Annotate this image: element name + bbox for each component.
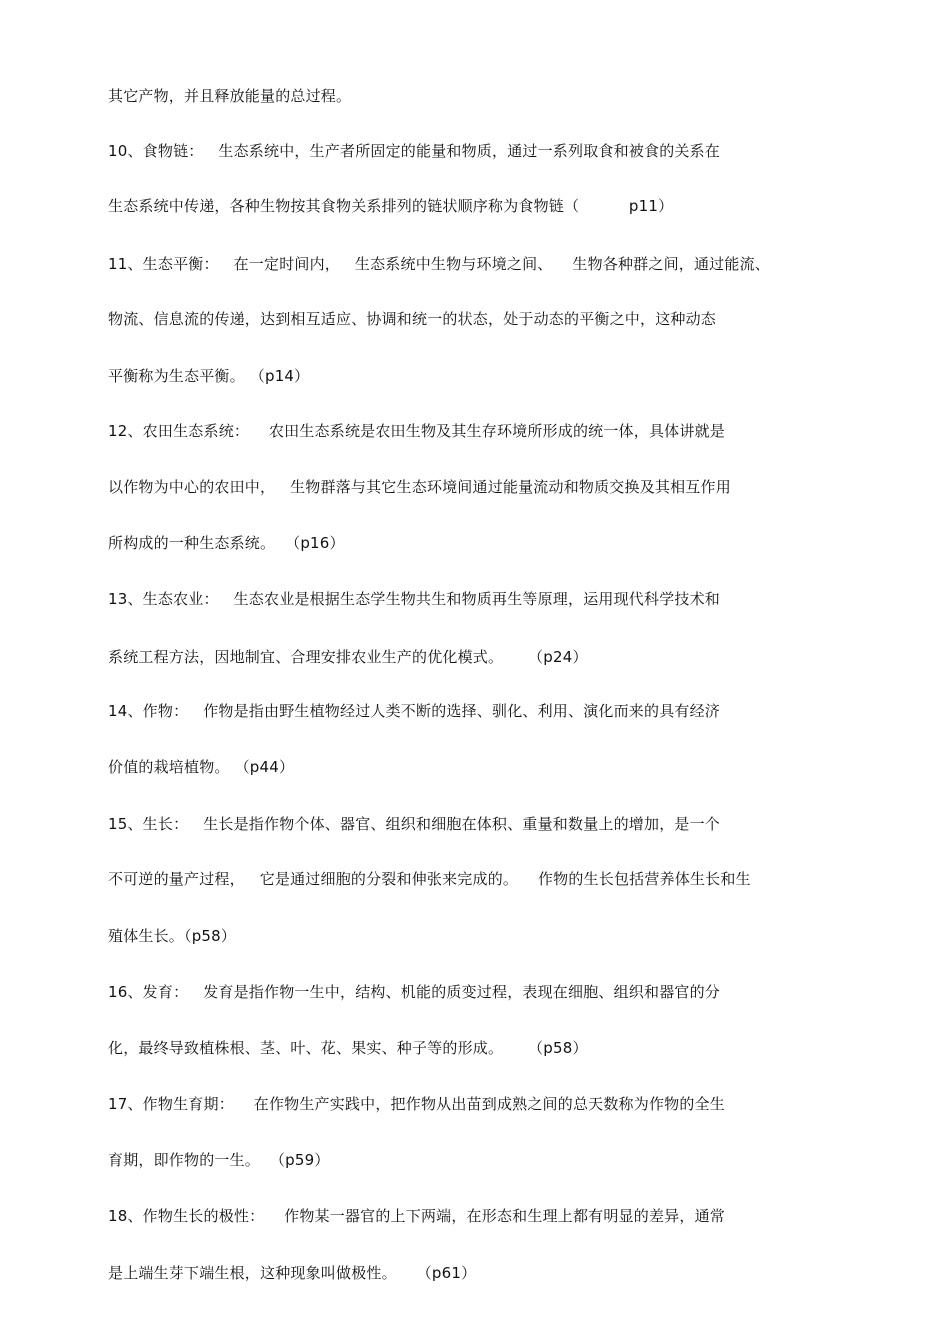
text-line: 12、农田生态系统： 农田生态系统是农田生物及其生存环境所形成的统一体，具体讲就是 (108, 422, 725, 440)
text-line: 生态系统中传递，各种生物按其食物关系排列的链状顺序称为食物链（ p11） (108, 197, 674, 215)
text-line: 不可逆的量产过程， 它是通过细胞的分裂和伸张来完成的。 作物的生长包括营养体生长和生 (108, 870, 751, 888)
text-line: 是上端生芽下端生根，这种现象叫做极性。 （p61） (108, 1264, 477, 1282)
text-line: 14、作物： 作物是指由野生植物经过人类不断的选择、驯化、利用、演化而来的具有经济 (108, 702, 720, 720)
text-line: 11、生态平衡： 在一定时间内， 生态系统中生物与环境之间、 生物各种群之间，通过能流、 (108, 255, 770, 273)
text-line: 其它产物，并且释放能量的总过程。 (108, 87, 352, 105)
text-line: 18、作物生长的极性： 作物某一器官的上下两端，在形态和生理上都有明显的差异，通常 (108, 1207, 725, 1225)
text-line: 所构成的一种生态系统。 （p16） (108, 534, 345, 552)
text-line: 16、发育： 发育是指作物一生中，结构、机能的质变过程，表现在细胞、组织和器官的分 (108, 983, 720, 1001)
text-line: 物流、信息流的传递，达到相互适应、协调和统一的状态，处于动态的平衡之中，这种动态 (108, 310, 717, 328)
text-line: 系统工程方法，因地制宜、合理安排农业生产的优化模式。 （p24） (108, 648, 588, 666)
text-line: 10、食物链： 生态系统中，生产者所固定的能量和物质，通过一系列取食和被食的关系在 (108, 142, 720, 160)
text-line: 以作物为中心的农田中， 生物群落与其它生态环境间通过能量流动和物质交换及其相互作用 (108, 478, 731, 496)
text-line: 化，最终导致植株根、茎、叶、花、果实、种子等的形成。 （p58） (108, 1039, 588, 1057)
text-line: 13、生态农业： 生态农业是根据生态学生物共生和物质再生等原理，运用现代科学技术和 (108, 590, 720, 608)
text-line: 平衡称为生态平衡。 （p14） (108, 367, 310, 385)
text-line: 17、作物生育期： 在作物生产实践中，把作物从出苗到成熟之间的总天数称为作物的全生 (108, 1095, 725, 1113)
text-line: 育期，即作物的一生。 （p59） (108, 1151, 330, 1169)
text-line: 价值的栽培植物。 （p44） (108, 758, 295, 776)
text-line: 殖体生长。（p58） (108, 927, 237, 945)
text-line: 15、生长： 生长是指作物个体、器官、组织和细胞在体积、重量和数量上的增加，是一个 (108, 815, 720, 833)
